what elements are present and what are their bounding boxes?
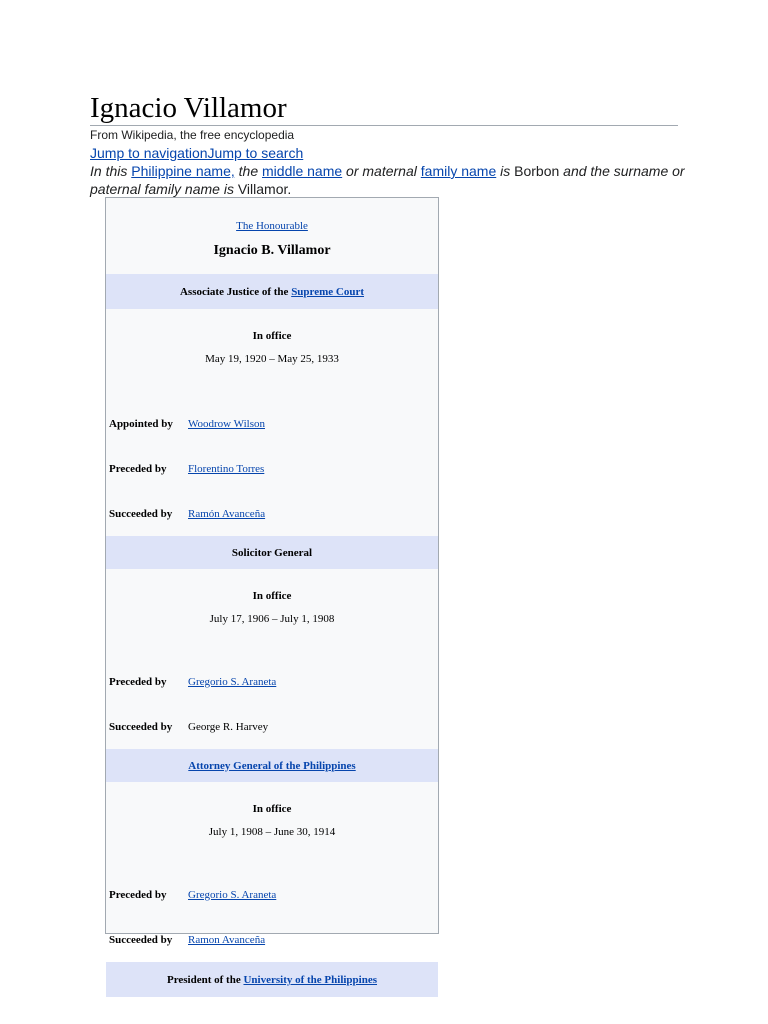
section-header-associate-justice bbox=[106, 274, 438, 309]
ramon-avancena-link[interactable]: Ramon Avanceña bbox=[188, 933, 266, 946]
hatnote-text: In this bbox=[90, 163, 132, 179]
jump-links bbox=[90, 145, 303, 162]
preceded-by-row bbox=[106, 872, 438, 917]
ramon-avancena-link[interactable]: Ramón Avanceña bbox=[188, 507, 266, 520]
gregorio-araneta-link[interactable]: Gregorio S. Araneta bbox=[188, 675, 277, 688]
university-of-the-philippines-link[interactable]: University of the Philippines bbox=[243, 973, 378, 986]
surname-value: Villamor. bbox=[237, 181, 292, 197]
philippine-name-link[interactable]: Philippine name, bbox=[131, 163, 235, 179]
page-title: Ignacio Villamor bbox=[90, 92, 287, 124]
hatnote-text: is bbox=[496, 163, 515, 179]
row-label: Preceded by bbox=[109, 675, 167, 688]
term-dates: July 17, 1906 – July 1, 1908 bbox=[209, 613, 335, 625]
successor-name: George R. Harvey bbox=[188, 720, 269, 733]
in-office-label: In office bbox=[252, 803, 292, 815]
row-label: Preceded by bbox=[109, 462, 167, 475]
term-dates: May 19, 1920 – May 25, 1933 bbox=[205, 353, 339, 365]
section-header-up-president bbox=[106, 962, 438, 997]
office-term bbox=[106, 309, 438, 401]
preceded-by-row bbox=[106, 659, 438, 704]
honorific-link[interactable]: The Honourable bbox=[236, 220, 308, 232]
woodrow-wilson-link[interactable]: Woodrow Wilson bbox=[188, 417, 265, 430]
succeeded-by-row bbox=[106, 917, 438, 962]
section-header-solicitor-general bbox=[106, 536, 438, 569]
in-office-label: In office bbox=[252, 590, 292, 602]
infobox-name: Ignacio B. Villamor bbox=[213, 243, 331, 258]
section-header-attorney-general bbox=[106, 749, 438, 782]
succeeded-by-row bbox=[106, 704, 438, 749]
site-tagline: From Wikipedia, the free encyclopedia bbox=[90, 128, 295, 142]
row-label: Preceded by bbox=[109, 888, 167, 901]
section-title-text: Associate Justice of the bbox=[179, 285, 289, 298]
attorney-general-link[interactable]: Attorney General of the Philippines bbox=[188, 759, 356, 772]
row-label: Appointed by bbox=[109, 417, 173, 430]
jump-to-search-link[interactable]: Jump to search bbox=[207, 145, 304, 161]
middle-name-value: Borbon bbox=[514, 163, 560, 179]
succeeded-by-row bbox=[106, 491, 438, 536]
in-office-label: In office bbox=[252, 330, 292, 342]
supreme-court-link[interactable]: Supreme Court bbox=[291, 285, 365, 298]
middle-name-link[interactable]: middle name bbox=[262, 163, 343, 179]
office-term bbox=[106, 569, 438, 659]
section-title-text: Solicitor General bbox=[231, 546, 313, 559]
infobox-header bbox=[106, 198, 438, 274]
hatnote-text: or maternal bbox=[342, 163, 421, 179]
row-label: Succeeded by bbox=[109, 720, 173, 733]
title-divider bbox=[90, 125, 678, 126]
section-title-text: President of the bbox=[166, 973, 241, 986]
term-dates: July 1, 1908 – June 30, 1914 bbox=[208, 826, 336, 838]
office-term bbox=[106, 782, 438, 872]
hatnote-text: and the surname or paternal family name is bbox=[90, 163, 685, 197]
infobox bbox=[105, 197, 439, 986]
florentino-torres-link[interactable]: Florentino Torres bbox=[188, 462, 265, 475]
hatnote-text: the bbox=[234, 163, 263, 179]
appointed-by-row bbox=[106, 401, 438, 446]
jump-to-navigation-link[interactable]: Jump to navigation bbox=[90, 145, 208, 161]
gregorio-araneta-link[interactable]: Gregorio S. Araneta bbox=[188, 888, 277, 901]
row-label: Succeeded by bbox=[109, 933, 173, 946]
row-label: Succeeded by bbox=[109, 507, 173, 520]
hatnote bbox=[90, 162, 690, 198]
preceded-by-row bbox=[106, 446, 438, 491]
family-name-link[interactable]: family name bbox=[420, 163, 497, 179]
